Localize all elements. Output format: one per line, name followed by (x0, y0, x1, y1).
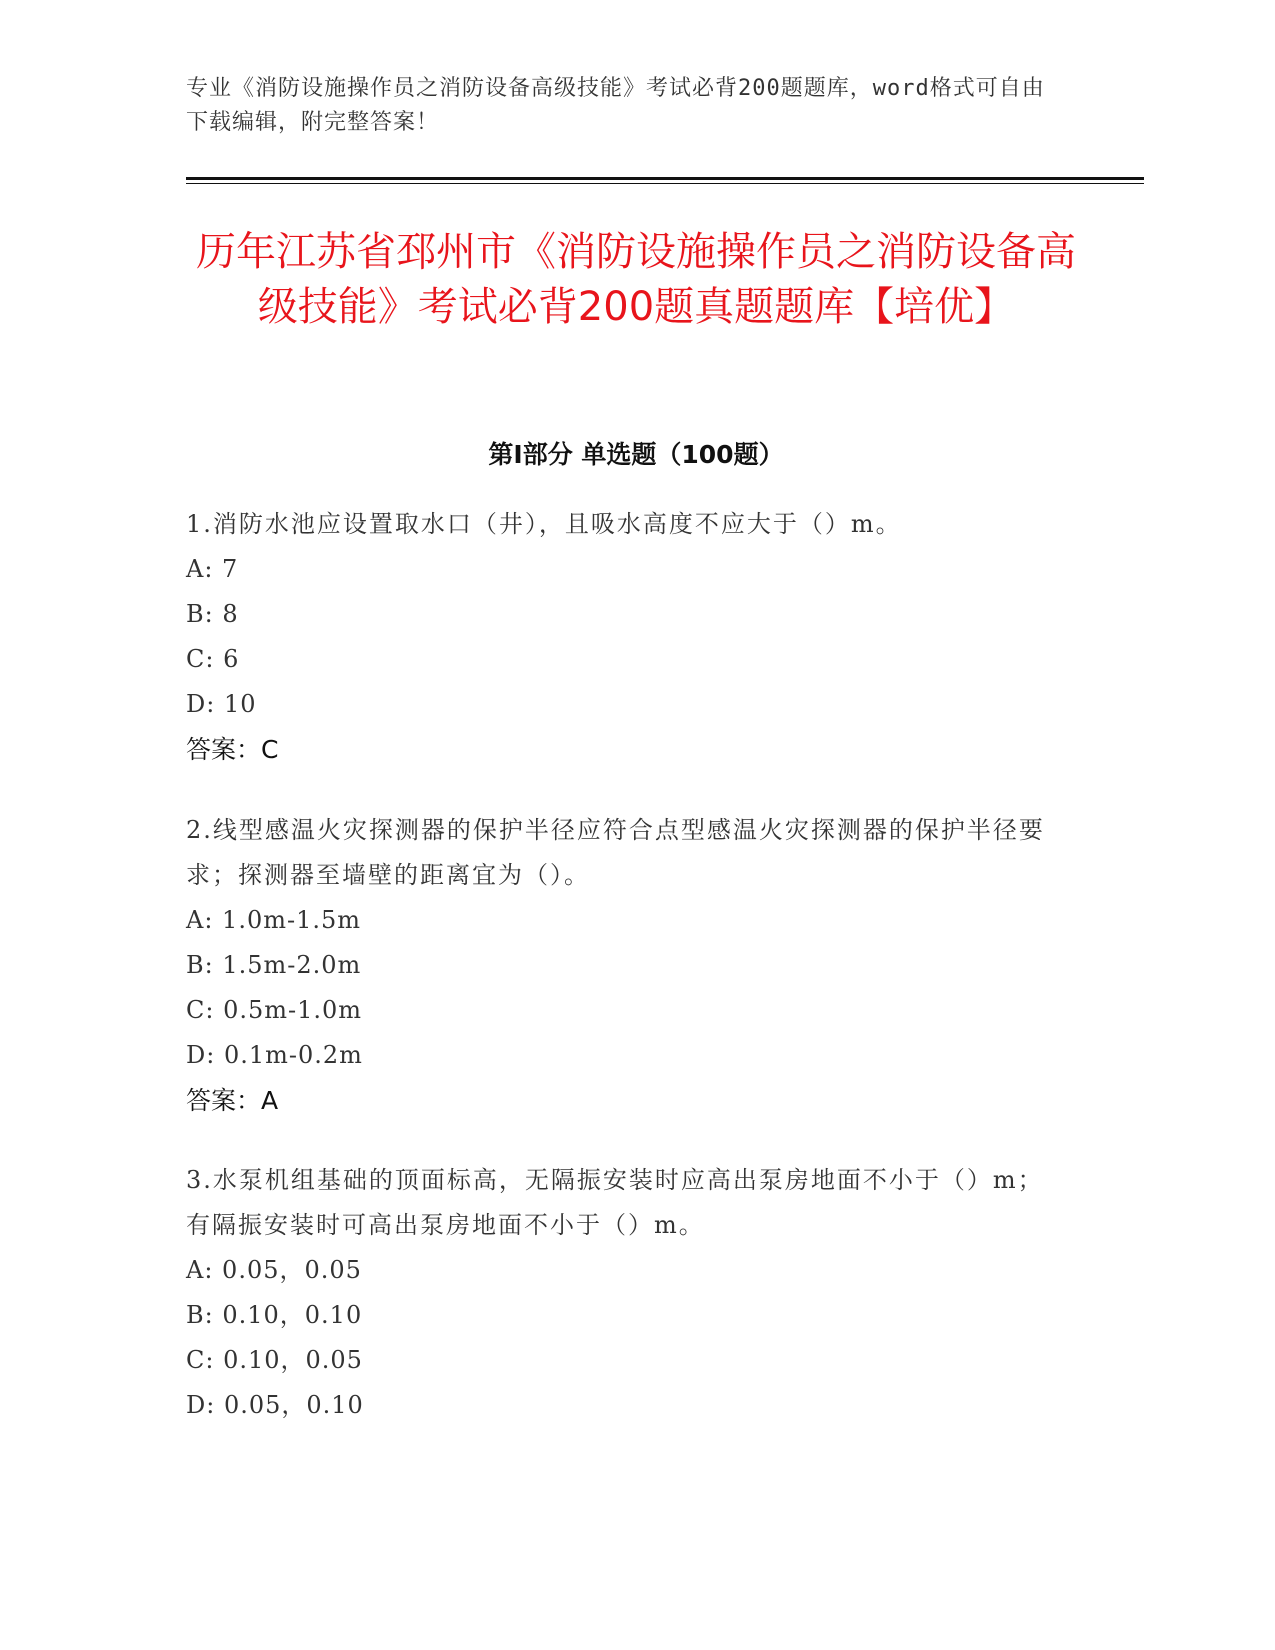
question-1 (186, 502, 1066, 772)
option-a: A: 1.0m-1.5m (186, 906, 362, 934)
answer-text: 答案：C (186, 735, 279, 764)
question-3 (186, 1158, 1066, 1428)
option-b: B: 1.5m-2.0m (186, 951, 362, 979)
section-heading: 第I部分 单选题（100题） (488, 440, 784, 469)
option-a: A: 0.05，0.05 (186, 1256, 362, 1284)
question-stem: 3.水泵机组基础的顶面标高，无隔振安装时应高出泵房地面不小于（）m；有隔振安装时可高出泵房地面不小于（）m。 (186, 1166, 1044, 1239)
question-stem: 1.消防水池应设置取水口（井），且吸水高度不应大于（）m。 (186, 510, 902, 538)
option-c: C: 0.5m-1.0m (186, 996, 363, 1024)
option-d: D: 10 (186, 690, 257, 718)
document-title: 历年江苏省邳州市《消防设施操作员之消防设备高级技能》考试必背200题真题题库【培优】 (196, 229, 1076, 330)
header-divider-thin (186, 183, 1144, 184)
option-c: C: 6 (186, 645, 240, 673)
option-a: A: 7 (186, 555, 239, 583)
option-c: C: 0.10，0.05 (186, 1346, 363, 1374)
intro-text: 专业《消防设施操作员之消防设备高级技能》考试必背200题题库，word格式可自由下载编辑，附完整答案！ (186, 76, 1045, 135)
option-b: B: 0.10，0.10 (186, 1301, 363, 1329)
option-d: D: 0.05，0.10 (186, 1391, 364, 1419)
option-d: D: 0.1m-0.2m (186, 1041, 363, 1069)
header-divider-thick (186, 177, 1144, 180)
question-stem: 2.线型感温火灾探测器的保护半径应符合点型感温火灾探测器的保护半径要求；探测器至墙壁的距离宜为（）。 (186, 816, 1045, 889)
answer-text: 答案：A (186, 1086, 279, 1115)
option-b: B: 8 (186, 600, 239, 628)
question-2 (186, 808, 1066, 1123)
